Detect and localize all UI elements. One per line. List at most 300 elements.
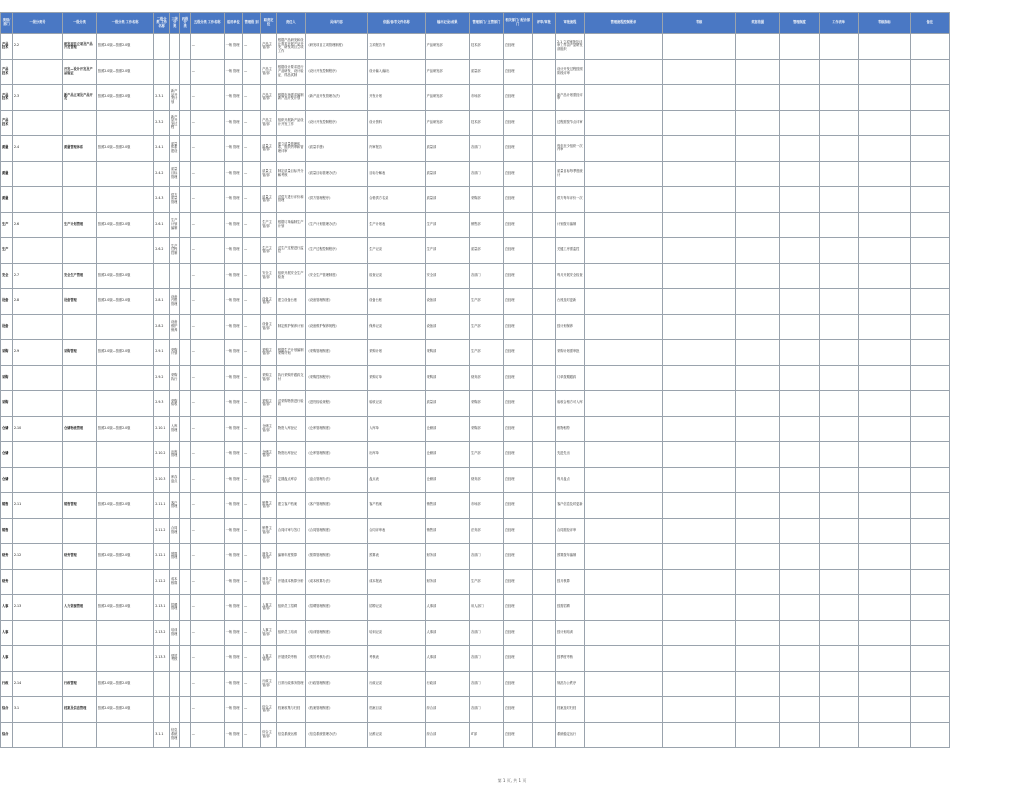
table-cell: 设备主管/部 [261,314,277,340]
table-cell: 质量体系建设 [169,136,179,162]
table-cell: 2.4.1 [154,136,170,162]
level1-no-cell: 2.4 [13,136,63,162]
table-cell: 2.10.2 [154,442,170,468]
table-cell: 保养记录 [368,314,425,340]
table-row [63,467,950,493]
table-cell: — [190,85,224,111]
table-cell: 《设备维护保养规程》 [305,314,368,340]
table-cell [819,59,858,85]
table-cell: 成本报表 [368,569,425,595]
table-cell: 档案及时归档 [556,697,585,723]
table-cell [858,136,910,162]
table-cell [180,85,190,111]
table-cell: 《生产计划管理办法》 [305,212,368,238]
table-cell [584,136,662,162]
table-cell [736,722,780,748]
table-cell: 生产部 [425,212,469,238]
table-cell: 信息系统管理 [169,722,179,748]
table-cell [532,544,556,570]
table-cell: 产品研发部 [425,85,469,111]
table-cell: 按计划保养 [556,314,585,340]
table-cell: 执行采购并跟踪交付 [276,365,305,391]
table-cell [819,620,858,646]
table-cell: 《采购管理制度》 [305,340,368,366]
level1-no-cell [13,187,63,213]
table-cell: 仓储主管/部 [261,467,277,493]
left-row [1,187,63,213]
left-row [1,212,63,238]
table-cell: 生产部 [469,569,503,595]
left-row [1,238,63,264]
table-cell: 一般 管理 [224,391,242,417]
left-row [1,518,63,544]
table-cell [780,340,819,366]
table-cell [663,569,736,595]
table-cell [180,212,190,238]
table-cell [819,110,858,136]
category-cell: 生产 [1,212,13,238]
table-cell [819,442,858,468]
table-cell [584,34,662,60]
table-cell: 一般 管理 [224,595,242,621]
table-cell: 2.1 立项审批及评审工作由产品研发部组织 [556,34,585,60]
table-cell [910,518,949,544]
table-cell: 一般 管理 [224,340,242,366]
category-cell: 产品 技术 [1,85,13,111]
table-cell [532,161,556,187]
table-cell: 按照2.0版—按照2.0版 [96,416,153,442]
table-cell [858,238,910,264]
table-cell: 开展绩效考核 [276,646,305,672]
table-cell [736,493,780,519]
table-cell: 销售部 [425,518,469,544]
table-cell [736,212,780,238]
table-cell [180,697,190,723]
table-cell [858,85,910,111]
table-cell: 合格供方名录 [368,187,425,213]
table-cell: 销售主管/部 [261,518,277,544]
table-cell [532,467,556,493]
table-cell: 2.13.2 [154,620,170,646]
table-cell: 客户信息及时更新 [556,493,585,519]
table-cell: 一般 管理 [224,136,242,162]
table-cell [819,416,858,442]
table-row [63,110,950,136]
table-cell [63,569,97,595]
table-cell: 设备台账管理 [169,289,179,315]
table-cell [910,85,949,111]
table-cell [663,697,736,723]
table-cell [858,34,910,60]
table-cell [532,671,556,697]
table-row [63,136,950,162]
table-cell [910,59,949,85]
table-cell [180,518,190,544]
table-cell [96,442,153,468]
category-cell: 销售 [1,493,13,519]
table-cell [910,263,949,289]
table-cell: 采购计划 [169,340,179,366]
table-cell [584,595,662,621]
table-cell [663,365,736,391]
table-cell [169,59,179,85]
table-cell [780,314,819,340]
table-cell: — [242,697,260,723]
table-cell: — [242,646,260,672]
table-cell: 总经理 [503,518,532,544]
table-cell: 按照2.0版—按照2.0版 [96,595,153,621]
table-cell: 仓储主管/部 [261,442,277,468]
col-header: 适用单位 [224,13,242,34]
table-cell [780,416,819,442]
table-cell: 设备台账 [368,289,425,315]
table-cell: — [242,493,260,519]
table-cell: 设备维护保养 [169,314,179,340]
level1-no-cell [13,391,63,417]
table-cell [663,212,736,238]
table-cell [736,416,780,442]
table-cell [736,136,780,162]
left-row [1,59,63,85]
table-cell: — [190,544,224,570]
table-cell: 一般 管理 [224,161,242,187]
table-cell [910,493,949,519]
table-cell: 《绩效考核办法》 [305,646,368,672]
table-cell: 质量主管/部 [261,136,277,162]
table-cell: 计划按月编制 [556,212,585,238]
table-cell: 一般 管理 [224,187,242,213]
table-cell: 3.1.1 [154,722,170,748]
table-cell [532,595,556,621]
table-cell: 《设备管理制度》 [305,289,368,315]
table-cell: 一般 管理 [224,722,242,748]
table-cell: 规范办公秩序 [556,671,585,697]
left-row [1,110,63,136]
table-cell: 综合主管/部 [261,722,277,748]
table-cell: 产品主管/部 [261,110,277,136]
table-cell [180,136,190,162]
table-cell [532,493,556,519]
col-header: 一级分类 工作名称 [96,13,153,34]
table-cell: 组织开展安全生产检查 [276,263,305,289]
table-cell [858,365,910,391]
table-cell: — [190,136,224,162]
table-cell: 物资入库登记 [276,416,305,442]
col-header: 评审/审批 [532,13,556,34]
table-cell: 供方每年评价一次 [556,187,585,213]
col-header: 考核指标 [858,13,910,34]
table-cell [663,442,736,468]
table-cell [910,569,949,595]
table-cell [819,365,858,391]
category-cell: 综合 [1,722,13,748]
table-cell: — [190,238,224,264]
table-cell [858,569,910,595]
table-cell: 出库单 [368,442,425,468]
table-cell [169,263,179,289]
table-cell: 设备管理 [63,289,97,315]
table-cell [180,187,190,213]
table-cell [858,697,910,723]
left-row [1,85,63,111]
left-row [1,34,63,60]
table-cell [180,595,190,621]
level1-no-cell: 2.14 [13,671,63,697]
table-cell: 财务主管/部 [261,569,277,595]
table-cell [780,620,819,646]
table-cell: 生产计划编制 [169,212,179,238]
table-cell: 总经理 [503,85,532,111]
table-cell: 产品研发部 [425,34,469,60]
table-cell [169,697,179,723]
category-cell: 安全 [1,263,13,289]
table-cell: 销售主管/部 [261,493,277,519]
table-cell [63,620,97,646]
table-cell: 产品研发部 [425,110,469,136]
table-cell [819,136,858,162]
table-cell: 总经理 [503,314,532,340]
table-cell: 《设计开发控制程序》 [305,59,368,85]
table-cell: 一般 管理 [224,646,242,672]
table-cell [910,289,949,315]
table-cell [910,314,949,340]
table-cell: — [190,620,224,646]
table-cell [584,569,662,595]
table-cell [780,595,819,621]
table-cell: 按照2.0版—按照2.0版 [96,59,153,85]
table-cell: — [242,238,260,264]
table-cell: 2.11.2 [154,518,170,544]
table-cell: — [242,365,260,391]
table-cell: 招聘记录 [368,595,425,621]
table-cell: 《供方管理程序》 [305,187,368,213]
spreadsheet [62,12,949,746]
table-cell: — [242,110,260,136]
table-cell [780,391,819,417]
table-cell [63,365,97,391]
table-cell: 总经理 [503,646,532,672]
level1-no-cell [13,569,63,595]
table-cell: — [242,161,260,187]
table-cell [663,59,736,85]
table-cell [63,442,97,468]
table-cell: 招聘管理 [169,595,179,621]
level1-no-cell: 2.6 [13,212,63,238]
table-cell [663,722,736,748]
table-cell: 市场部 [469,85,503,111]
table-cell [584,340,662,366]
table-cell: 2.13.1 [154,595,170,621]
table-cell: 行政记录 [368,671,425,697]
table-cell [532,187,556,213]
table-cell: 台账及时更新 [556,289,585,315]
table-cell [736,569,780,595]
table-cell: — [190,314,224,340]
table-cell: 2.10.1 [154,416,170,442]
table-cell: 每年至少组织一次内审 [556,136,585,162]
table-cell [780,365,819,391]
table-cell: 合同评审与签订 [276,518,305,544]
table-cell [532,238,556,264]
level1-no-cell [13,620,63,646]
table-cell: — [242,467,260,493]
table-cell [584,314,662,340]
table-cell: 人事部 [425,595,469,621]
table-cell [663,161,736,187]
table-cell: — [242,263,260,289]
table-cell [154,671,170,697]
table-cell: — [190,212,224,238]
table-cell: — [242,569,260,595]
table-cell: 一般 管理 [224,110,242,136]
table-row [63,34,950,60]
table-cell: 按照2.0版—按照2.0版 [96,34,153,60]
level1-no-cell: 3.1 [13,697,63,723]
table-cell: 销售管理 [63,493,97,519]
table-cell [663,671,736,697]
table-cell: 2.4.2 [154,161,170,187]
table-cell [584,238,662,264]
col-header: 工作表单 [819,13,858,34]
table-cell: 总经理 [503,340,532,366]
level1-no-cell [13,467,63,493]
table-cell: 生产计划表 [368,212,425,238]
table-cell [910,544,949,570]
table-cell: 档案目录 [368,697,425,723]
table-cell [180,620,190,646]
table-cell: 各部门 [469,697,503,723]
table-cell: 各部门 [469,671,503,697]
table-cell [736,544,780,570]
table-cell: 总经理 [503,212,532,238]
table-cell [180,671,190,697]
table-cell: — [242,187,260,213]
table-cell: 按月核算 [556,569,585,595]
table-cell [180,442,190,468]
left-band [0,12,62,746]
table-cell: 内审报告 [368,136,425,162]
table-row [63,620,950,646]
table-cell [663,34,736,60]
table-cell: 一般 管理 [224,212,242,238]
table-cell [584,85,662,111]
table-cell: 按照2.0版—按照2.0版 [96,289,153,315]
table-cell: 账物相符 [556,416,585,442]
table-cell: — [190,493,224,519]
table-cell: 开发—设计开发及产品验证 [63,59,97,85]
col-header: 三级分 类 [169,13,179,34]
table-cell: 日常行政事务管理 [276,671,305,697]
category-cell: 质量 [1,187,13,213]
table-cell [180,416,190,442]
table-cell [858,544,910,570]
table-cell [780,646,819,672]
table-cell [736,391,780,417]
table-cell: 先进先出 [556,442,585,468]
table-cell: 供方质量管理 [169,187,179,213]
table-cell: 《行政管理制度》 [305,671,368,697]
table-cell [910,595,949,621]
table-cell [819,544,858,570]
table-row [63,544,950,570]
table-cell [736,697,780,723]
category-cell: 财务 [1,544,13,570]
table-cell: — [190,34,224,60]
left-row [1,263,63,289]
table-cell: 销售部 [469,212,503,238]
table-cell: 一般 管理 [224,365,242,391]
level1-no-cell [13,110,63,136]
table-cell: 入库管理 [169,416,179,442]
table-cell: 采购部 [425,365,469,391]
table-cell [819,518,858,544]
table-cell [736,110,780,136]
level1-no-cell: 2.2 [13,34,63,60]
category-cell: 产品 技术 [1,59,13,85]
table-cell: 生产部 [425,238,469,264]
table-row [63,595,950,621]
table-cell: 入库单 [368,416,425,442]
table-cell [780,59,819,85]
table-cell [180,493,190,519]
table-cell: 《合同管理制度》 [305,518,368,544]
table-cell [858,442,910,468]
category-cell: 财务 [1,569,13,595]
left-row [1,161,63,187]
table-cell [584,467,662,493]
left-row [1,620,63,646]
table-cell: 客户管理 [169,493,179,519]
table-cell [663,646,736,672]
table-cell [532,697,556,723]
table-cell: 按照2.0版—按照2.0版 [96,85,153,111]
table-cell: 一般 管理 [224,493,242,519]
table-cell [96,187,153,213]
table-cell [858,314,910,340]
table-cell: — [190,518,224,544]
table-cell: 财务部 [469,365,503,391]
table-cell [736,59,780,85]
table-row [63,697,950,723]
table-cell: 根据市场需求编制新产品开发计划 [276,85,305,111]
table-cell [532,212,556,238]
table-cell: 2.3.1 [154,85,170,111]
level1-no-cell [13,646,63,672]
left-row [1,136,63,162]
table-cell [63,722,97,748]
table-cell [63,518,97,544]
table-cell [910,110,949,136]
level1-no-cell [13,59,63,85]
table-row [63,314,950,340]
table-cell: 各部门 [469,263,503,289]
table-cell: 设计开发过程按照阶段评审 [556,59,585,85]
table-cell: 综合部 [425,697,469,723]
table-cell [780,518,819,544]
table-row [63,493,950,519]
table-cell [532,136,556,162]
table-cell: — [190,187,224,213]
left-row [1,671,63,697]
table-cell: 总经理 [503,136,532,162]
table-cell [736,187,780,213]
table-cell: 预算表 [368,544,425,570]
table-cell [910,391,949,417]
table-cell: 《盘点管理办法》 [305,467,368,493]
table-cell: 编制年度预算 [276,544,305,570]
table-cell: 按照2.0版—按照2.0版 [96,263,153,289]
level1-no-cell: 2.10 [13,416,63,442]
